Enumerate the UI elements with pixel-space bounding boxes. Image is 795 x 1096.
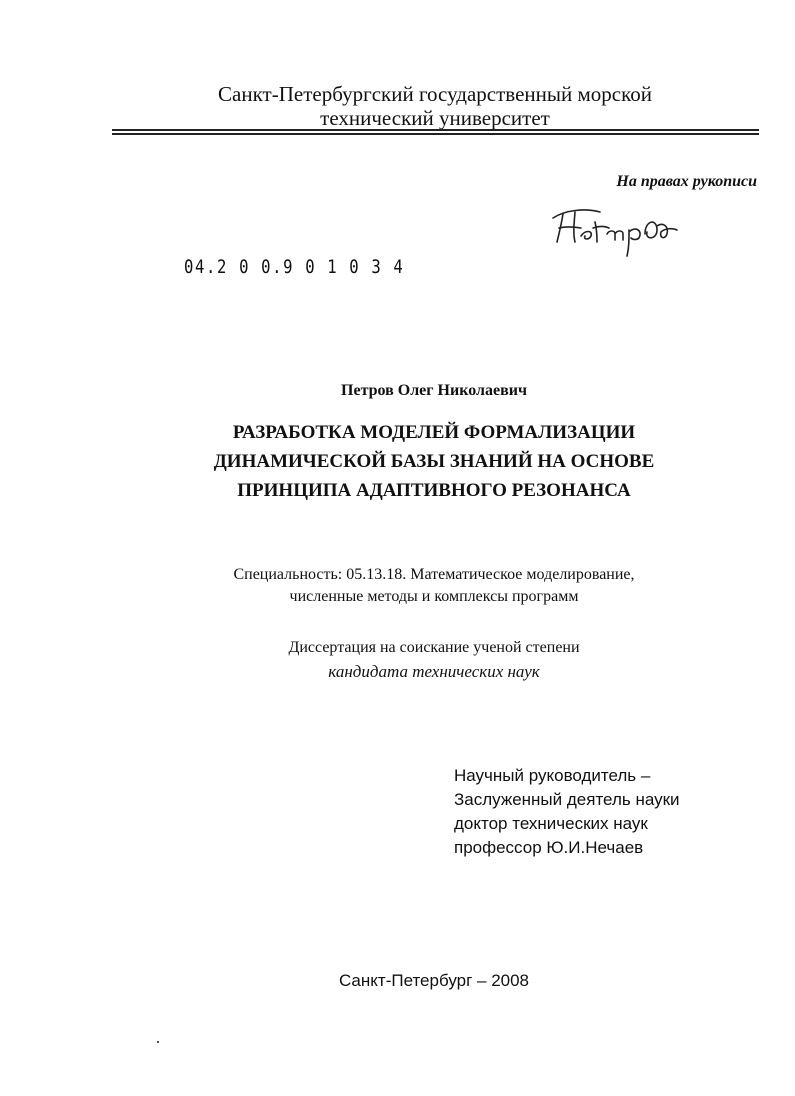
specialty-line: численные методы и комплексы программ — [289, 588, 579, 605]
university-name-line2: технический университет — [320, 106, 550, 130]
author-name: Петров Олег Николаевич — [341, 382, 527, 399]
rights-note: На правах рукописи — [616, 173, 757, 190]
advisor-line: доктор технических наук — [454, 814, 648, 833]
header-rule-bottom — [112, 133, 759, 135]
title-line: ДИНАМИЧЕСКОЙ БАЗЫ ЗНАНИЙ НА ОСНОВЕ — [213, 451, 655, 472]
advisor-line: Научный руководитель – — [454, 766, 651, 785]
handwritten-signature — [545, 200, 685, 260]
scan-speck — [157, 1041, 159, 1043]
advisor-line: профессор Ю.И.Нечаев — [454, 838, 644, 857]
scientific-advisor — [454, 764, 680, 860]
header-rule-top — [112, 129, 759, 131]
degree-name: кандидата технических наук — [328, 662, 540, 681]
specialty — [0, 564, 795, 608]
title-line: ПРИНЦИПА АДАПТИВНОГО РЕЗОНАНСА — [237, 480, 631, 501]
city-year: Санкт-Петербург – 2008 — [338, 971, 530, 990]
dissertation-line: Диссертация на соискание ученой степени — [288, 639, 580, 656]
dissertation-title — [0, 418, 795, 505]
registration-stamp: 04.2 0 0.9 0 1 0 3 4 — [184, 256, 405, 278]
advisor-line: Заслуженный деятель науки — [454, 790, 680, 809]
title-line: РАЗРАБОТКА МОДЕЛЕЙ ФОРМАЛИЗАЦИИ — [232, 422, 636, 443]
university-name-line1: Санкт-Петербургский государственный морской — [218, 82, 652, 106]
dissertation-degree — [0, 636, 795, 684]
specialty-line: Специальность: 05.13.18. Математическое моделирование, — [233, 566, 635, 583]
